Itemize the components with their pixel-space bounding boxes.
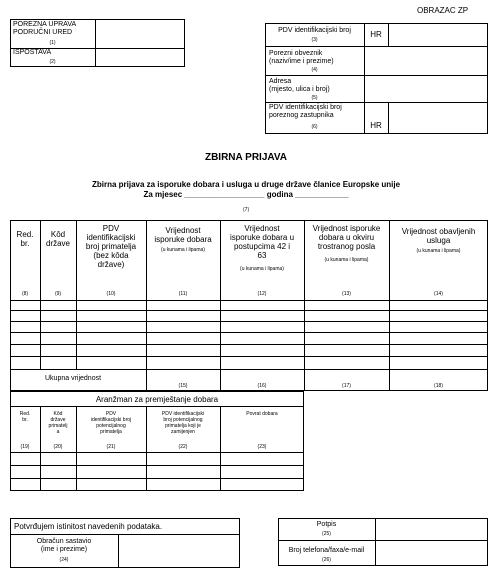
address-label: Adresa (mjesto, ulica i broj): [269, 78, 330, 93]
taxpayer-name-num: (4): [311, 67, 318, 73]
call-off-num-23: (23): [257, 444, 267, 450]
col-units-triangular: (u kunama i lipama): [324, 257, 369, 263]
col-num-13: (13): [342, 291, 351, 297]
rep-vat-field[interactable]: [389, 103, 487, 133]
confirmation-text: Potvrđujem istinitost navedenih podataka.: [14, 522, 163, 531]
col-header-goods-value: Vrijednost isporuke dobara: [154, 226, 212, 244]
call-off-header-country: Kôd države primatelj a: [48, 411, 68, 435]
table-row[interactable]: [11, 322, 487, 332]
total-num-15: (15): [178, 383, 188, 389]
table-row[interactable]: [11, 466, 303, 478]
total-num-17: (17): [342, 383, 351, 389]
table-row[interactable]: [11, 357, 487, 369]
col-num-8: (8): [21, 291, 29, 297]
signature-field[interactable]: [376, 519, 487, 540]
form-code: OBRAZAC ZP: [417, 6, 469, 15]
period-line: Za mjesec __________________ godina ____________: [143, 190, 349, 199]
period-num: (7): [243, 207, 250, 213]
phone-field[interactable]: [376, 541, 487, 565]
col-num-10: (10): [106, 291, 116, 297]
call-off-num-21: (21): [106, 444, 116, 450]
col-num-14: (14): [434, 291, 443, 297]
col-header-services: Vrijednost obavljenih usluga: [401, 227, 476, 245]
taxpayer-name-field[interactable]: [365, 47, 487, 74]
call-off-header-row-no: Red. br.: [19, 411, 31, 423]
form-subtitle: Zbirna prijava za isporuke dobara i usluga u druge države članice Europske unije: [91, 180, 401, 189]
table-row[interactable]: [11, 453, 303, 465]
address-num: (5): [311, 95, 318, 101]
call-off-num-20: (20): [53, 444, 63, 450]
col-header-recipient-vat: PDV identifikacijski broj primatelja (bez kôda države): [85, 224, 137, 269]
col-num-11: (11): [178, 291, 188, 297]
branch-label: ISPOSTAVA: [13, 49, 52, 56]
form-title: ZBIRNA PRIJAVA: [204, 152, 288, 163]
phone-num: (26): [322, 557, 331, 563]
table-row[interactable]: [11, 345, 487, 356]
call-off-header-replaced: PDV identifikacijski broj potencijalnog primatelja koji je zamijenjen: [161, 411, 205, 435]
address-field[interactable]: [365, 76, 487, 101]
total-num-16: (16): [257, 383, 267, 389]
call-off-num-22: (22): [178, 444, 188, 450]
taxpayer-name-label: Porezni obveznik (naziv/ime i prezime): [269, 50, 334, 65]
total-label: Ukupna vrijednost: [45, 375, 102, 382]
branch-field[interactable]: [96, 49, 184, 66]
prepared-by-label: Obračun sastavio (ime i prezime): [36, 538, 92, 553]
signature-num: (25): [322, 531, 331, 537]
col-units-goods: (u kunama i lipama): [161, 247, 205, 253]
call-off-num-19: (19): [20, 444, 30, 450]
table-row[interactable]: [11, 311, 487, 321]
hr-prefix-rep: HR: [370, 121, 382, 130]
call-off-title: Aranžman za premještanje dobara: [95, 395, 219, 404]
prepared-by-field[interactable]: [119, 535, 239, 567]
table-row[interactable]: [11, 479, 303, 490]
rep-vat-num: (6): [311, 124, 318, 130]
hr-prefix: HR: [370, 30, 382, 39]
call-off-header-return: Povrat dobara: [246, 411, 278, 417]
col-units-services: (u kunama i lipama): [416, 248, 461, 254]
tax-admin-field[interactable]: [96, 20, 184, 47]
signature-label: Potpis: [316, 521, 337, 528]
phone-label: Broj telefona/faxa/e-mail: [288, 547, 365, 554]
branch-num: (2): [49, 59, 56, 65]
table-row[interactable]: [11, 301, 487, 310]
col-header-row-no: Red. br.: [16, 230, 34, 248]
vat-id-field[interactable]: [389, 24, 487, 45]
vat-id-label: PDV identifikacijski broj: [278, 27, 351, 34]
tax-admin-label: POREZNA UPRAVA PODRUČNI URED: [13, 21, 77, 36]
col-units-42-63: (u kunama i lipama): [240, 266, 284, 272]
rep-vat-label: PDV identifikacijski broj poreznog zastupnika: [269, 104, 342, 119]
total-num-18: (18): [434, 383, 443, 389]
col-header-triangular: Vrijednost isporuke dobara u okviru trostranog posla: [312, 224, 381, 251]
vat-id-num: (3): [311, 37, 318, 43]
col-num-9: (9): [54, 291, 62, 297]
table-row[interactable]: [11, 333, 487, 344]
col-header-goods-42-63: Vrijednost isporuke dobara u postupcima 42 i 63: [229, 224, 295, 260]
prepared-by-num: (24): [59, 557, 69, 563]
col-header-country-code: Kôd države: [45, 230, 70, 248]
call-off-header-vat: PDV identifikacijski broj potencijalnog primatelja: [90, 411, 132, 435]
tax-admin-num: (1): [49, 40, 56, 46]
col-num-12: (12): [257, 291, 267, 297]
